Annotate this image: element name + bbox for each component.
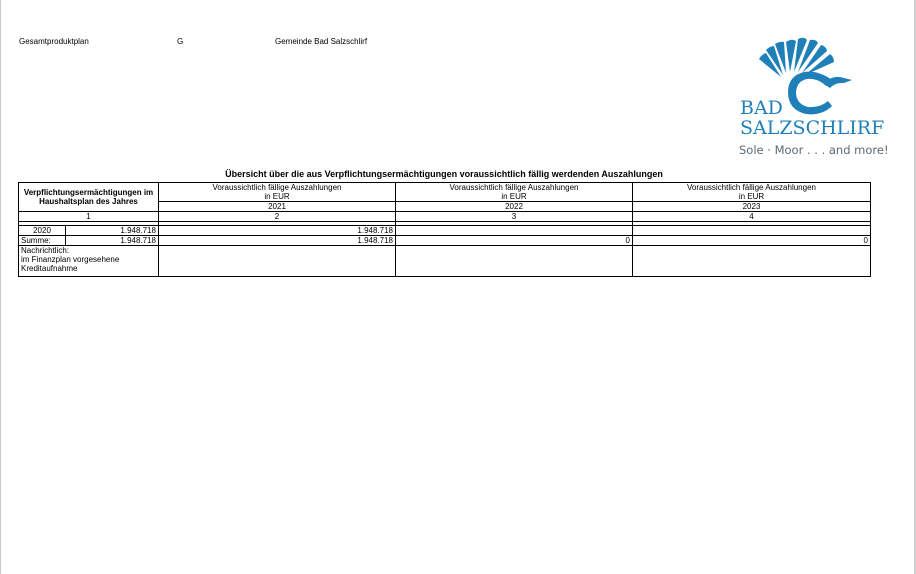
col-number-4: 4 [633,212,871,222]
year-2021: 2021 [159,202,396,212]
header-municipality: Gemeinde Bad Salzschlirf [275,37,368,46]
row-ve-amount: 1.948.718 [66,226,159,236]
note-line-3: Kreditaufnahme [21,264,78,273]
sum-2022-amount: 0 [396,236,633,246]
col4-header [633,183,871,202]
logo-word-bad: BAD [740,97,783,119]
note-2023 [633,246,871,277]
col1-header: Verpflichtungsermächtigungen im Haushaltsplan des Jahres [19,183,159,212]
col2-header-line1: Voraussichtlich fällige Auszahlungen [212,183,342,192]
commitment-appropriations-table [18,182,871,277]
note-label [19,246,159,277]
col-number-3: 3 [396,212,633,222]
table-row-2020 [19,226,871,236]
note-line-1: Nachrichtlich: [21,246,70,255]
logo-word-salzschlirf: SALZSCHLIRF [740,117,885,139]
column-number-row [19,212,871,222]
col3-header-line1: Voraussichtlich fällige Auszahlungen [449,183,579,192]
col3-header [396,183,633,202]
col2-header-line2: in EUR [264,192,290,201]
sum-ve-amount: 1.948.718 [66,236,159,246]
sum-2023-amount: 0 [633,236,871,246]
header-code: G [177,37,184,46]
sum-row [19,236,871,246]
year-2023: 2023 [633,202,871,212]
note-row [19,246,871,277]
logo-tagline: Sole · Moor . . . and more! [739,143,889,157]
header-product-plan: Gesamtproduktplan [19,37,89,46]
col2-header [159,183,396,202]
col-number-1: 1 [19,212,159,222]
col4-header-line1: Voraussichtlich fällige Auszahlungen [687,183,816,192]
sum-label: Summe: [19,236,66,246]
note-2021 [159,246,396,277]
page-left-border [0,0,1,574]
table-title: Übersicht über die aus Verpflichtungsermächtigungen voraussichtlich fällig werdenden Auszahlungen [225,169,663,179]
note-line-2: im Finanzplan vorgesehene [21,255,120,264]
year-2022: 2022 [396,202,633,212]
note-2022 [396,246,633,277]
row-2021-amount: 1.948.718 [159,226,396,236]
sum-2021-amount: 1.948.718 [159,236,396,246]
row-2023-amount [633,226,871,236]
header-row [19,183,871,202]
col4-header-line2: in EUR [738,192,765,201]
row-2022-amount [396,226,633,236]
row-year: 2020 [19,226,66,236]
col-number-2: 2 [159,212,396,222]
col3-header-line2: in EUR [501,192,527,201]
